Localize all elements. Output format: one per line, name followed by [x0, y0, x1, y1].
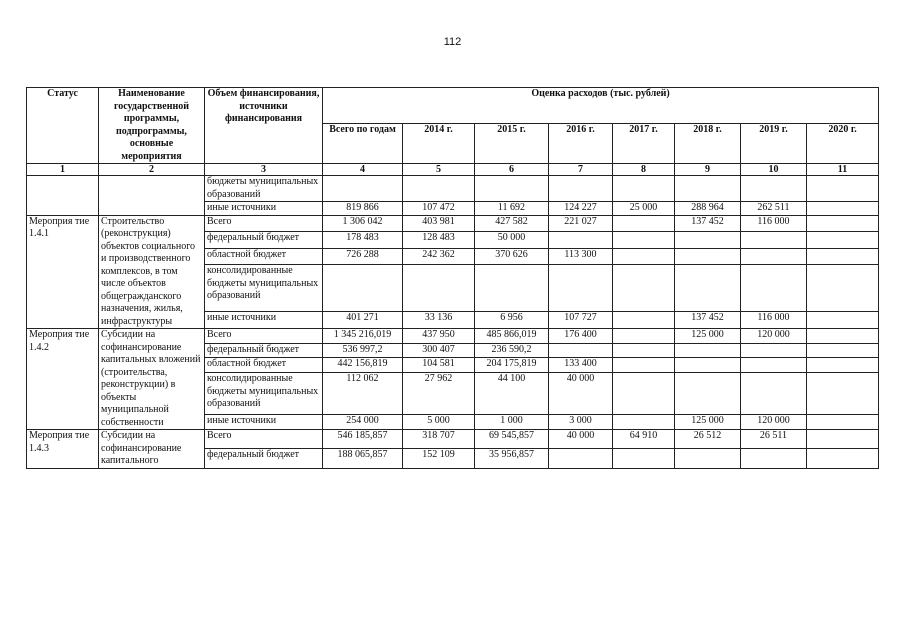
value-cell: 1 000: [475, 415, 549, 430]
value-cell: 112 062: [323, 373, 403, 415]
value-cell: 26 511: [741, 430, 807, 449]
value-cell: 137 452: [675, 312, 741, 329]
value-cell: [741, 176, 807, 202]
value-cell: 116 000: [741, 215, 807, 232]
header-volume: Объем финансирования, источники финансирования: [205, 88, 323, 164]
source-cell: Всего: [205, 430, 323, 449]
value-cell: [675, 373, 741, 415]
value-cell: 124 227: [549, 202, 613, 216]
value-cell: 69 545,857: [475, 430, 549, 449]
value-cell: [741, 248, 807, 265]
header-estimate: Оценка расходов (тыс. рублей): [323, 88, 879, 124]
column-number-cell: 8: [613, 164, 675, 176]
column-number-row: [27, 164, 879, 176]
value-cell: [613, 176, 675, 202]
value-cell: [475, 265, 549, 312]
status-cell: Мероприя тие 1.4.2: [27, 329, 99, 430]
name-cell: Субсидии на софинансирование капитальных вложений (строительства, реконструкции) в объекты муниципальной собственности: [99, 329, 205, 430]
column-number-cell: 2: [99, 164, 205, 176]
value-cell: 442 156,819: [323, 358, 403, 373]
value-cell: 35 956,857: [475, 449, 549, 468]
value-cell: [613, 232, 675, 249]
value-cell: 726 288: [323, 248, 403, 265]
value-cell: [675, 232, 741, 249]
value-cell: [613, 373, 675, 415]
value-cell: [741, 358, 807, 373]
column-number-cell: 7: [549, 164, 613, 176]
source-cell: иные источники: [205, 415, 323, 430]
column-number-cell: 4: [323, 164, 403, 176]
page-number: 112: [443, 36, 462, 48]
source-cell: областной бюджет: [205, 248, 323, 265]
value-cell: 152 109: [403, 449, 475, 468]
table-row: [27, 430, 879, 449]
value-cell: [807, 415, 879, 430]
value-cell: 221 027: [549, 215, 613, 232]
source-cell: Всего: [205, 329, 323, 344]
value-cell: [807, 312, 879, 329]
table-row: [27, 215, 879, 232]
value-cell: 300 407: [403, 343, 475, 358]
value-cell: 11 692: [475, 202, 549, 216]
column-number-cell: 11: [807, 164, 879, 176]
value-cell: 403 981: [403, 215, 475, 232]
value-cell: [807, 449, 879, 468]
value-cell: [549, 449, 613, 468]
value-cell: [741, 373, 807, 415]
value-cell: [613, 449, 675, 468]
value-cell: 125 000: [675, 329, 741, 344]
value-cell: [807, 176, 879, 202]
value-cell: 33 136: [403, 312, 475, 329]
value-cell: 40 000: [549, 373, 613, 415]
value-cell: [675, 358, 741, 373]
name-cell: [99, 176, 205, 216]
value-cell: 262 511: [741, 202, 807, 216]
value-cell: 188 065,857: [323, 449, 403, 468]
value-cell: 437 950: [403, 329, 475, 344]
value-cell: 3 000: [549, 415, 613, 430]
value-cell: 107 727: [549, 312, 613, 329]
source-cell: бюджеты муниципальных образований: [205, 176, 323, 202]
value-cell: [613, 265, 675, 312]
value-cell: 204 175,819: [475, 358, 549, 373]
value-cell: [613, 415, 675, 430]
column-number-cell: 1: [27, 164, 99, 176]
source-cell: областной бюджет: [205, 358, 323, 373]
source-cell: иные источники: [205, 312, 323, 329]
value-cell: [403, 265, 475, 312]
value-cell: [741, 265, 807, 312]
value-cell: [807, 373, 879, 415]
value-cell: 318 707: [403, 430, 475, 449]
value-cell: [613, 343, 675, 358]
header-year-2019: 2019 г.: [741, 123, 807, 163]
value-cell: [675, 265, 741, 312]
column-number-cell: 3: [205, 164, 323, 176]
value-cell: 401 271: [323, 312, 403, 329]
value-cell: 288 964: [675, 202, 741, 216]
value-cell: 546 185,857: [323, 430, 403, 449]
value-cell: 44 100: [475, 373, 549, 415]
value-cell: 176 400: [549, 329, 613, 344]
value-cell: [549, 232, 613, 249]
status-cell: [27, 176, 99, 216]
source-cell: федеральный бюджет: [205, 449, 323, 468]
value-cell: [807, 329, 879, 344]
value-cell: 6 956: [475, 312, 549, 329]
value-cell: [741, 449, 807, 468]
value-cell: [675, 449, 741, 468]
value-cell: [675, 343, 741, 358]
value-cell: 1 306 042: [323, 215, 403, 232]
source-cell: консолидированные бюджеты муниципальных образований: [205, 265, 323, 312]
budget-table: [26, 87, 879, 469]
value-cell: 5 000: [403, 415, 475, 430]
value-cell: 819 866: [323, 202, 403, 216]
value-cell: [323, 265, 403, 312]
header-row: [27, 88, 879, 124]
status-cell: Мероприя тие 1.4.3: [27, 430, 99, 469]
table-row: [27, 176, 879, 202]
value-cell: [323, 176, 403, 202]
source-cell: федеральный бюджет: [205, 232, 323, 249]
header-year-2015: 2015 г.: [475, 123, 549, 163]
value-cell: [807, 358, 879, 373]
header-year-2014: 2014 г.: [403, 123, 475, 163]
source-cell: консолидированные бюджеты муниципальных образований: [205, 373, 323, 415]
header-year-2018: 2018 г.: [675, 123, 741, 163]
column-number-cell: 10: [741, 164, 807, 176]
value-cell: 128 483: [403, 232, 475, 249]
value-cell: [613, 329, 675, 344]
name-cell: Субсидии на софинансирование капитального: [99, 430, 205, 469]
value-cell: [675, 248, 741, 265]
value-cell: [549, 343, 613, 358]
source-cell: Всего: [205, 215, 323, 232]
header-status: Статус: [27, 88, 99, 164]
header-year-2020: 2020 г.: [807, 123, 879, 163]
value-cell: 27 962: [403, 373, 475, 415]
value-cell: 536 997,2: [323, 343, 403, 358]
value-cell: [741, 232, 807, 249]
source-cell: федеральный бюджет: [205, 343, 323, 358]
column-number-cell: 6: [475, 164, 549, 176]
value-cell: [613, 248, 675, 265]
value-cell: [549, 265, 613, 312]
value-cell: [807, 202, 879, 216]
value-cell: 40 000: [549, 430, 613, 449]
value-cell: [675, 176, 741, 202]
value-cell: [807, 343, 879, 358]
value-cell: 427 582: [475, 215, 549, 232]
value-cell: 64 910: [613, 430, 675, 449]
value-cell: [403, 176, 475, 202]
value-cell: 137 452: [675, 215, 741, 232]
value-cell: [613, 358, 675, 373]
value-cell: [549, 176, 613, 202]
table-row: [27, 329, 879, 344]
value-cell: 113 300: [549, 248, 613, 265]
value-cell: 25 000: [613, 202, 675, 216]
value-cell: [807, 215, 879, 232]
value-cell: 236 590,2: [475, 343, 549, 358]
status-cell: Мероприя тие 1.4.1: [27, 215, 99, 329]
value-cell: 104 581: [403, 358, 475, 373]
value-cell: [613, 215, 675, 232]
value-cell: [807, 232, 879, 249]
value-cell: 1 345 216,019: [323, 329, 403, 344]
value-cell: [807, 430, 879, 449]
value-cell: 485 866,019: [475, 329, 549, 344]
value-cell: 370 626: [475, 248, 549, 265]
column-number-cell: 9: [675, 164, 741, 176]
value-cell: 50 000: [475, 232, 549, 249]
value-cell: 125 000: [675, 415, 741, 430]
value-cell: [807, 265, 879, 312]
header-year-2016: 2016 г.: [549, 123, 613, 163]
header-year-2017: 2017 г.: [613, 123, 675, 163]
value-cell: 120 000: [741, 415, 807, 430]
value-cell: [475, 176, 549, 202]
source-cell: иные источники: [205, 202, 323, 216]
header-year-total: Всего по годам: [323, 123, 403, 163]
value-cell: 133 400: [549, 358, 613, 373]
header-name: Наименование государственной программы, подпрограммы, основные мероприятия: [99, 88, 205, 164]
value-cell: 107 472: [403, 202, 475, 216]
column-number-cell: 5: [403, 164, 475, 176]
value-cell: [741, 343, 807, 358]
value-cell: 178 483: [323, 232, 403, 249]
value-cell: 116 000: [741, 312, 807, 329]
value-cell: 120 000: [741, 329, 807, 344]
name-cell: Строительство (реконструкция) объектов социального и производственного комплексов, в том числе объектов общегражданского назначения, жилья, инфраструктуры: [99, 215, 205, 329]
value-cell: 26 512: [675, 430, 741, 449]
value-cell: 242 362: [403, 248, 475, 265]
value-cell: [613, 312, 675, 329]
table-body: [27, 176, 879, 469]
value-cell: [807, 248, 879, 265]
value-cell: 254 000: [323, 415, 403, 430]
